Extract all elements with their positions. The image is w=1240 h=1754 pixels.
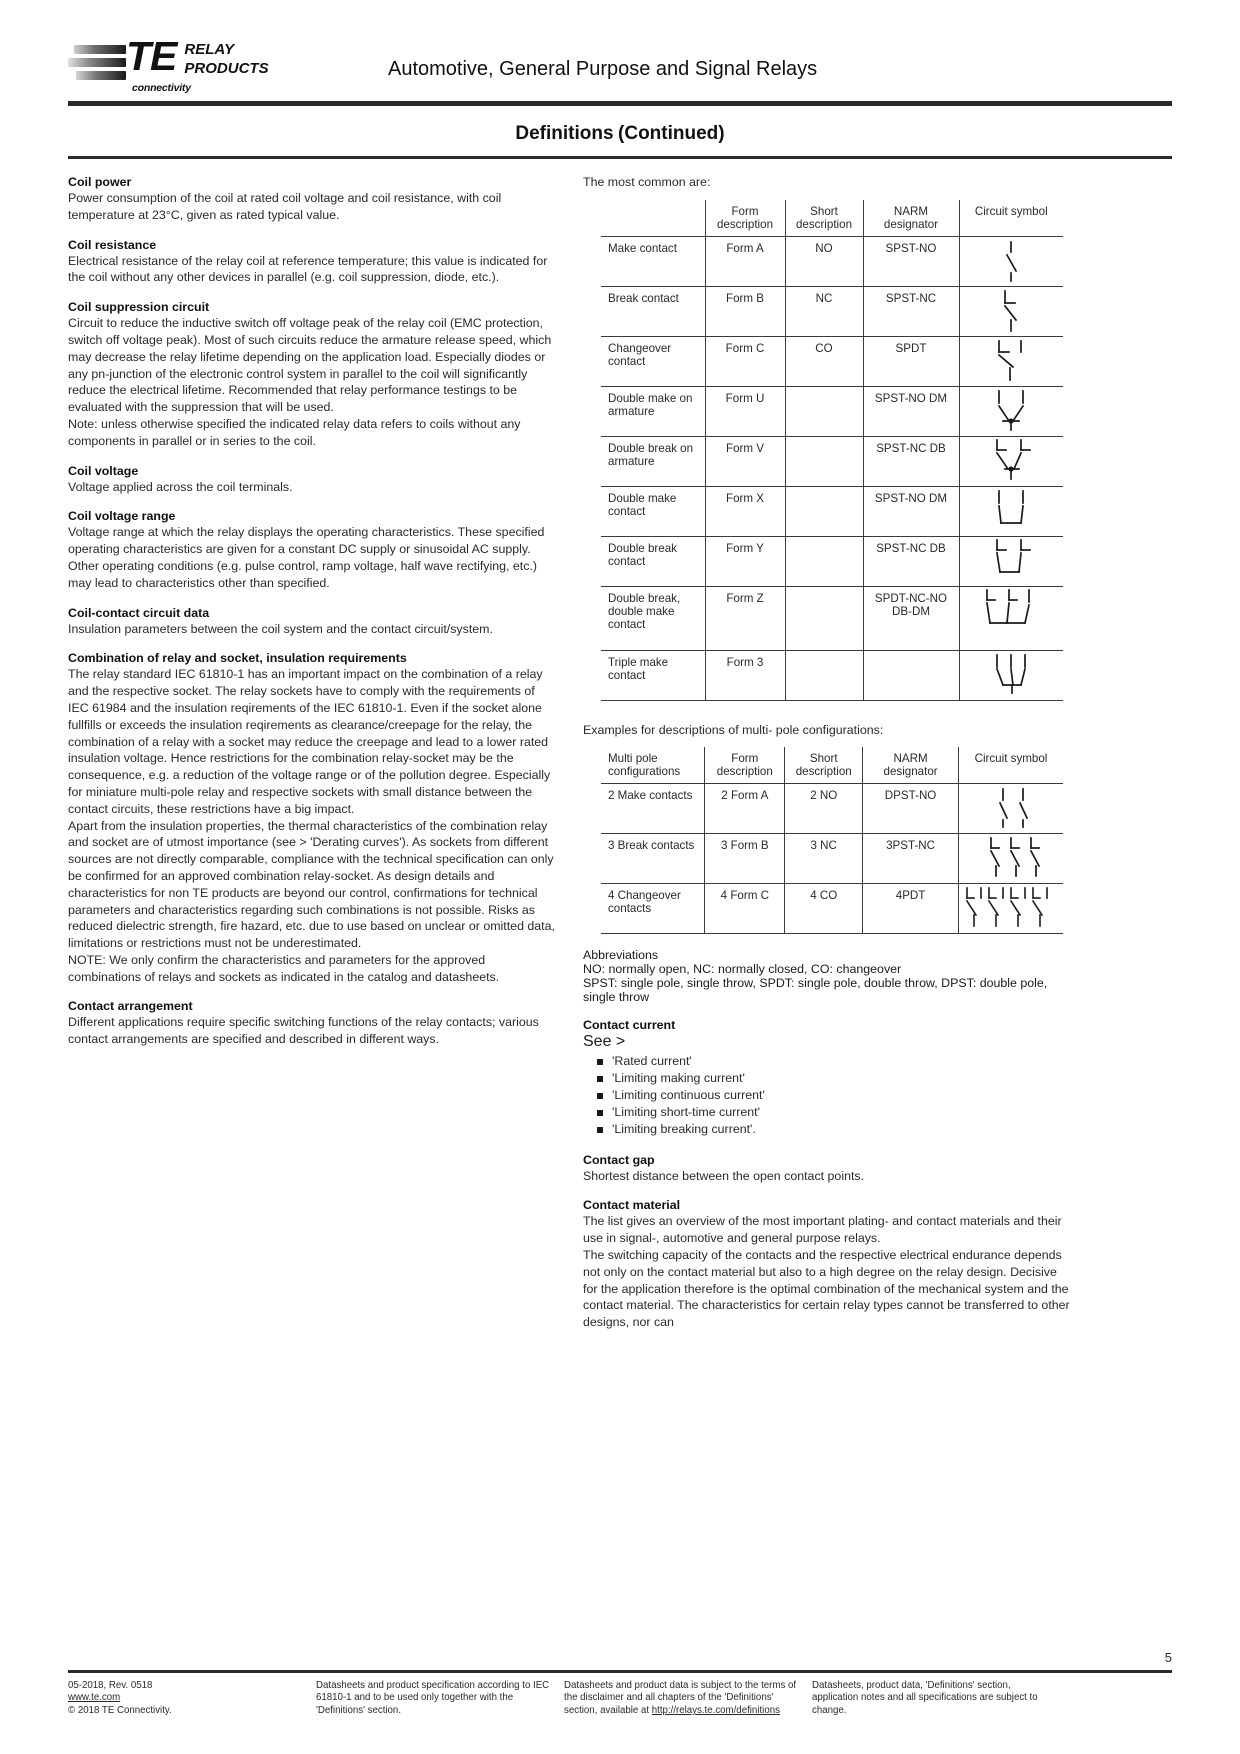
cell-narm: SPST-NO DM xyxy=(863,487,959,537)
cell-symbol-changeover-contact xyxy=(959,337,1063,387)
th-form-description: Form description xyxy=(705,200,785,237)
te-logo-wordmark: TE xyxy=(126,33,177,79)
cell-narm: 3PST-NC xyxy=(863,834,959,884)
cell-narm: SPST-NC xyxy=(863,287,959,337)
table-row xyxy=(601,651,1063,701)
cell-short: 3 NC xyxy=(785,834,863,884)
cell-name: Break contact xyxy=(601,287,705,337)
list-item: 'Limiting short-time current' xyxy=(597,1104,1072,1121)
heading-contact-material: Contact material xyxy=(583,1198,681,1213)
cell-short xyxy=(785,587,863,651)
left-column xyxy=(68,175,555,1331)
cell-name: Changeover contact xyxy=(601,337,705,387)
cell-form: Form B xyxy=(705,287,785,337)
text-contact-arrangement: Different applications require specific switching functions of the relay contacts; various contact arrangements are specified and described in different ways. xyxy=(68,1015,539,1047)
text-combination-note: NOTE: We only confirm the characteristics and parameters for the approved combinations of relays and sockets as indicated in the catalog and datasheets. xyxy=(68,952,500,984)
cell-form: Form C xyxy=(705,337,785,387)
cell-symbol-three-break-contacts xyxy=(958,834,1063,884)
cell-symbol-break-contact xyxy=(959,287,1063,337)
table2-caption: Examples for descriptions of multi- pole configurations: xyxy=(583,723,884,737)
cell-narm: SPST-NO DM xyxy=(863,387,959,437)
th-form-description: Form description xyxy=(705,747,785,784)
cell-narm: SPST-NC DB xyxy=(863,437,959,487)
text-contact-current-lead: See > xyxy=(583,1033,626,1050)
cell-narm: SPDT-NC-NO DB-DM xyxy=(863,587,959,651)
cell-short xyxy=(785,387,863,437)
section-title-area xyxy=(68,106,1172,145)
cell-form: Form X xyxy=(705,487,785,537)
th-multi-pole-configurations: Multi pole configurations xyxy=(601,747,705,784)
te-logo xyxy=(68,33,328,84)
cell-form: Form U xyxy=(705,387,785,437)
footer-columns xyxy=(68,1673,1172,1718)
cell-short: NC xyxy=(785,287,863,337)
abbreviations-line-2: SPST: single pole, single throw, SPDT: single pole, double throw, DPST: double pole, single throw xyxy=(583,976,1048,1004)
heading-coil-contact-circuit-data: Coil-contact circuit data xyxy=(68,605,210,620)
cell-form: Form 3 xyxy=(705,651,785,701)
heading-contact-current: Contact current xyxy=(583,1018,676,1032)
cell-symbol-double-break-on-armature xyxy=(959,437,1063,487)
cell-short xyxy=(785,437,863,487)
table-row xyxy=(601,587,1063,651)
heading-coil-voltage: Coil voltage xyxy=(68,463,139,478)
cell-symbol-double-break-double-make xyxy=(959,587,1063,651)
te-logo-subtitle: connectivity xyxy=(132,82,191,94)
heading-coil-suppression-circuit: Coil suppression circuit xyxy=(68,300,210,315)
th-narm-designator: NARM designator xyxy=(863,200,959,237)
document-title: Automotive, General Purpose and Signal Relays xyxy=(388,58,818,80)
page-header xyxy=(68,0,1172,95)
list-item: 'Limiting breaking current'. xyxy=(597,1121,1072,1138)
cell-short xyxy=(785,651,863,701)
text-coil-voltage: Voltage applied across the coil terminals. xyxy=(68,479,293,494)
th-circuit-symbol: Circuit symbol xyxy=(958,747,1063,784)
table-row xyxy=(601,437,1063,487)
table-header-row xyxy=(601,200,1063,237)
heading-contact-gap: Contact gap xyxy=(583,1152,655,1167)
cell-form: Form V xyxy=(705,437,785,487)
table-row xyxy=(601,287,1063,337)
cell-name: Triple make contact xyxy=(601,651,705,701)
cell-narm xyxy=(863,651,959,701)
list-item: 'Limiting making current' xyxy=(597,1070,1072,1087)
right-column xyxy=(583,175,1072,1331)
cell-name: 2 Make contacts xyxy=(601,784,705,834)
cell-name: 3 Break contacts xyxy=(601,834,705,884)
cell-form: 3 Form B xyxy=(705,834,785,884)
heading-contact-arrangement: Contact arrangement xyxy=(68,999,193,1014)
text-coil-voltage-range: Voltage range at which the relay displays the operating characteristics. These specified operating characteristics are given for a constant DC supply or sinusoidal AC supply. Other operating conditions (e.g. pulse control, ramp voltage, half wave rectifying, etc.) may lead to characteristics other than specified. xyxy=(68,525,545,590)
cell-name: Make contact xyxy=(601,237,705,287)
cell-symbol-double-break-contact xyxy=(959,537,1063,587)
cell-name: 4 Changeover contacts xyxy=(601,884,705,934)
footer-revision: 05-2018, Rev. 0518 xyxy=(68,1679,153,1691)
cell-form: 2 Form A xyxy=(705,784,785,834)
footer-col-4: Datasheets, product data, 'Definitions' section, application notes and all specifications are subject to change. xyxy=(812,1679,1038,1717)
table-row xyxy=(601,884,1063,934)
table-row xyxy=(601,784,1063,834)
heading-coil-voltage-range: Coil voltage range xyxy=(68,509,176,524)
text-coil-power: Power consumption of the coil at rated coil voltage and coil resistance, with coil temperature at 23°C, given as rated typical value. xyxy=(68,191,502,222)
text-coil-suppression-circuit: Circuit to reduce the inductive switch off voltage peak of the relay coil (EMC protection, switch off voltage peak). Most of such circuits reduce the armature release speed, which may decrease the relay lifetime depending on the application load. Especially diodes or any pn-junction of the electronic control system in parallel to the coil will significantly reduce the electrical lifetime. Recommended that relay performance testings to be evaluated with the suppression that will be used. xyxy=(68,316,552,415)
cell-short: 2 NO xyxy=(785,784,863,834)
cell-narm: 4PDT xyxy=(863,884,959,934)
heading-coil-power: Coil power xyxy=(68,175,132,189)
cell-short xyxy=(785,537,863,587)
footer-col-3 xyxy=(564,1680,812,1718)
cell-name: Double make contact xyxy=(601,487,705,537)
page-title: Definitions xyxy=(515,123,614,144)
cell-symbol-two-make-contacts xyxy=(958,784,1063,834)
footer-col-2: Datasheets and product specification according to IEC 61810-1 and to be used only together with the 'Definitions' section. xyxy=(316,1679,550,1717)
th-short-description: Short description xyxy=(785,747,863,784)
cell-symbol-double-make-on-armature xyxy=(959,387,1063,437)
text-combination-thermal: Apart from the insulation properties, the thermal characteristics of the combination relay and socket are of utmost importance (see > 'Derating curves'). As sockets from different sources are not directly comparable, compliance with the technical specification can only be confirmed for an approved combination relay-socket. As design details and characteristics for non TE products are beyond our control, confirmations for technical parameters and characteristics regarding such combinations is not possible. Risks as reduced dielectric strength, fire hazard, etc. due to use based on unclear or omitted data, limitations or restrictions must not be underestimated. xyxy=(68,818,555,951)
table-header-row xyxy=(601,747,1063,784)
heading-combination-relay-socket: Combination of relay and socket, insulation requirements xyxy=(68,651,407,666)
cell-name: Double break, double make contact xyxy=(601,587,705,651)
cell-narm: DPST-NO xyxy=(863,784,959,834)
footer-copyright: © 2018 TE Connectivity. xyxy=(68,1705,172,1717)
abbreviations-line-1: NO: normally open, NC: normally closed, CO: changeover xyxy=(583,962,902,976)
te-logo-bars-icon xyxy=(68,38,126,84)
table-row xyxy=(601,337,1063,387)
list-item: 'Rated current' xyxy=(597,1053,1072,1070)
cell-narm: SPDT xyxy=(863,337,959,387)
te-logo-block xyxy=(68,33,328,94)
cell-form: Form Z xyxy=(705,587,785,651)
text-combination-relay-socket: The relay standard IEC 61810-1 has an important impact on the combination of a relay and the respective socket. The relay sockets have to comply with the requirements of IEC 61984 and the insulation reqirements of the IEC 61810-1. Even if the socket alone fullfills or exceeds the insulation reqirements as clearance/creepage for the relay, the combination of a relay with a socket may reduce the creepage and lead to a lower rated insulation voltage. Hence restrictions for the combination relay-socket may be the consequence, e.g. a reduction of the voltage range or of the pollution degree. Especially for miniature multi-pole relay and respective sockets with small distance between the contact circuits, these restrictions have a big impact. xyxy=(68,667,551,816)
table1-intro: The most common are: xyxy=(583,175,711,189)
cell-symbol-double-make-contact xyxy=(959,487,1063,537)
content-columns xyxy=(68,159,1172,1331)
cell-symbol-four-changeover-contacts xyxy=(958,884,1063,934)
cell-short: CO xyxy=(785,337,863,387)
page-title-suffix: (Continued) xyxy=(618,123,725,144)
text-contact-material-2: The switching capacity of the contacts and the respective electrical endurance depends not only on the contact material but also to a high degree on the relay design. Decisive for the application therefore is the optimal combination of the mechanical system and the contact material. The characteristics for certain relay types cannot be transferred to other designs, nor can xyxy=(583,1247,1070,1330)
table-row xyxy=(601,537,1063,587)
cell-name: Double break on armature xyxy=(601,437,705,487)
relay-products-tagline xyxy=(184,38,268,79)
th-narm-designator: NARM designator xyxy=(863,747,959,784)
tagline-line-1: RELAY xyxy=(184,41,235,58)
table-row xyxy=(601,387,1063,437)
text-contact-material: The list gives an overview of the most important plating- and contact materials and their use in signal-, automotive and general purpose relays. xyxy=(583,1214,1062,1246)
text-coil-resistance: Electrical resistance of the relay coil at reference temperature; this value is indicated for the coil without any other devices in parallel (e.g. coil suppression, diode, etc.). xyxy=(68,253,548,285)
cell-name: Double make on armature xyxy=(601,387,705,437)
page-number: 5 xyxy=(1164,1650,1172,1666)
th-blank xyxy=(601,200,705,237)
multipole-configurations-table xyxy=(601,747,1063,934)
table-row xyxy=(601,834,1063,884)
table-row xyxy=(601,487,1063,537)
table-row xyxy=(601,237,1063,287)
abbreviations-title: Abbreviations xyxy=(583,948,659,962)
tagline-line-2: PRODUCTS xyxy=(184,59,269,77)
page-footer xyxy=(68,1650,1172,1718)
th-circuit-symbol: Circuit symbol xyxy=(959,200,1063,237)
footer-disclaimer-text: Datasheets and product data is subject to the terms of the disclaimer and all chapters of the 'Definitions' section, available at xyxy=(564,1679,797,1717)
footer-website-link[interactable]: www.te.com xyxy=(68,1692,121,1704)
footer-definitions-link[interactable]: http://relays.te.com/definitions xyxy=(651,1705,780,1717)
cell-short xyxy=(785,487,863,537)
cell-short: NO xyxy=(785,237,863,287)
cell-narm: SPST-NO xyxy=(863,237,959,287)
cell-symbol-triple-make-contact xyxy=(959,651,1063,701)
text-contact-gap: Shortest distance between the open contact points. xyxy=(583,1168,865,1183)
contact-forms-table xyxy=(601,200,1063,701)
cell-symbol-make-contact xyxy=(959,237,1063,287)
cell-short: 4 CO xyxy=(785,884,863,934)
th-short-description: Short description xyxy=(785,200,863,237)
cell-name: Double break contact xyxy=(601,537,705,587)
cell-narm: SPST-NC DB xyxy=(863,537,959,587)
contact-current-list xyxy=(597,1053,1072,1139)
text-coil-suppression-note: Note: unless otherwise specified the indicated relay data refers to coils without any components in parallel or in series to the coil. xyxy=(68,416,521,448)
list-item: 'Limiting continuous current' xyxy=(597,1087,1072,1104)
cell-form: 4 Form C xyxy=(705,884,785,934)
text-coil-contact-circuit-data: Insulation parameters between the coil system and the contact circuit/system. xyxy=(68,621,493,636)
cell-form: Form A xyxy=(705,237,785,287)
cell-form: Form Y xyxy=(705,537,785,587)
heading-coil-resistance: Coil resistance xyxy=(68,237,157,252)
footer-col-1 xyxy=(68,1680,316,1718)
